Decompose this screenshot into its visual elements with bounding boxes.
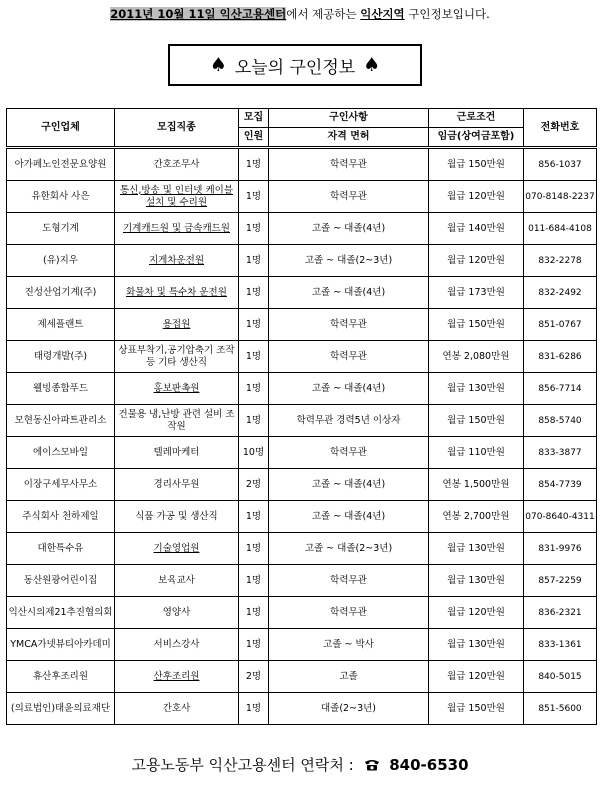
cell-phone [524, 181, 597, 213]
cell-count [239, 565, 269, 597]
cell-count-text: 2명 [245, 478, 262, 490]
cell-company [7, 309, 115, 341]
cell-qualification-text: 고졸 ~ 대졸(4년) [311, 510, 386, 522]
cell-occupation [115, 181, 239, 213]
table-row [7, 309, 597, 341]
job-table [6, 108, 597, 725]
cell-qualification-text: 고졸 ~ 대졸(4년) [311, 382, 386, 394]
cell-count [239, 437, 269, 469]
cell-qualification [269, 661, 429, 693]
cell-company-text: 유한회사 사은 [31, 190, 90, 202]
cell-wage-text: 월급 130만원 [447, 638, 505, 650]
cell-company-text: YMCA가넷뷰티아카데미 [10, 638, 111, 650]
cell-count-text: 2명 [245, 670, 262, 682]
cell-count [239, 373, 269, 405]
cell-qualification [269, 213, 429, 245]
table-row [7, 373, 597, 405]
cell-wage [429, 501, 524, 533]
cell-count-text: 1명 [245, 286, 262, 298]
cell-wage [429, 629, 524, 661]
cell-occupation [115, 148, 239, 181]
cell-count-text: 1명 [245, 574, 262, 586]
cell-company [7, 405, 115, 437]
cell-phone-text: 851-0767 [538, 319, 582, 330]
cell-occupation-text: 용접원 [162, 318, 191, 330]
cell-qualification [269, 437, 429, 469]
cell-phone-text: 070-8640-4311 [525, 511, 595, 522]
cell-qualification-text: 고졸 ~ 대졸(2~3년) [304, 254, 393, 266]
cell-count [239, 245, 269, 277]
cell-wage-text: 월급 150만원 [447, 318, 505, 330]
cell-wage-text: 월급 150만원 [447, 158, 505, 170]
cell-phone [524, 565, 597, 597]
cell-occupation-text: 홍보판촉원 [153, 382, 200, 394]
cell-occupation [115, 405, 239, 437]
header-date: 2011년 10월 11일 익산고용센터 [110, 7, 287, 21]
job-rows [7, 148, 597, 725]
cell-qualification-text: 고졸 [339, 670, 358, 682]
cell-phone-text: 840-5015 [538, 671, 582, 682]
cell-occupation-text: 서비스강사 [153, 638, 200, 650]
cell-occupation [115, 245, 239, 277]
cell-wage [429, 277, 524, 309]
cell-wage-text: 연봉 2,700만원 [442, 510, 510, 522]
cell-count-text: 1명 [245, 318, 262, 330]
spade-icon: ♠ [209, 54, 227, 76]
cell-wage-text: 월급 130만원 [447, 382, 505, 394]
footer-phone: 840-6530 [389, 756, 469, 774]
cell-company [7, 661, 115, 693]
cell-phone-text: 833-1361 [538, 639, 582, 650]
cell-count-text: 1명 [245, 158, 262, 170]
cell-occupation [115, 469, 239, 501]
cell-count-text: 1명 [245, 254, 262, 266]
cell-occupation [115, 213, 239, 245]
cell-company-text: 웰빙종합푸드 [32, 382, 89, 394]
cell-occupation-text: 간호사 [162, 702, 191, 714]
cell-qualification-text: 학력무관 경력5년 이상자 [296, 414, 401, 426]
cell-qualification-text: 학력무관 [330, 446, 367, 458]
cell-qualification [269, 373, 429, 405]
header-end: 구인정보입니다. [404, 7, 490, 21]
cell-occupation-text: 영양사 [162, 606, 191, 618]
cell-count-text: 1명 [245, 638, 262, 650]
cell-company-text: 휴산후조리원 [32, 670, 89, 682]
cell-wage [429, 213, 524, 245]
cell-company [7, 373, 115, 405]
cell-count [239, 597, 269, 629]
table-row [7, 277, 597, 309]
cell-wage [429, 373, 524, 405]
header-requirements: 구인사항 [269, 109, 429, 128]
cell-phone [524, 661, 597, 693]
cell-occupation-text: 건물용 냉,난방 관련 설비 조작원 [118, 408, 235, 432]
cell-count [239, 533, 269, 565]
cell-occupation-text: 기계캐드원 및 금속캐드원 [123, 222, 230, 234]
cell-phone-text: 011-684-4108 [528, 223, 592, 234]
cell-phone-text: 832-2492 [538, 287, 582, 298]
cell-occupation-text: 간호조무사 [153, 158, 200, 170]
cell-company [7, 148, 115, 181]
cell-occupation-text: 산후조리원 [153, 670, 200, 682]
cell-company-text: (의료법인)태윤의료재단 [10, 702, 111, 714]
cell-wage-text: 월급 173만원 [447, 286, 505, 298]
cell-qualification [269, 309, 429, 341]
cell-qualification [269, 533, 429, 565]
cell-wage-text: 월급 140만원 [447, 222, 505, 234]
cell-wage-text: 월급 130만원 [447, 574, 505, 586]
cell-count-text: 1명 [245, 606, 262, 618]
cell-occupation [115, 693, 239, 725]
cell-wage [429, 181, 524, 213]
cell-wage [429, 661, 524, 693]
cell-wage-text: 월급 110만원 [447, 446, 505, 458]
cell-qualification-text: 고졸 ~ 대졸(2~3년) [304, 542, 393, 554]
cell-occupation [115, 629, 239, 661]
cell-wage [429, 597, 524, 629]
cell-phone [524, 437, 597, 469]
header-occupation: 모집직종 [115, 109, 239, 148]
cell-occupation [115, 533, 239, 565]
cell-occupation-text: 화물차 및 특수차 운전원 [126, 286, 227, 298]
cell-qualification-text: 대졸(2~3년) [321, 702, 376, 714]
table-row [7, 469, 597, 501]
table-row [7, 661, 597, 693]
cell-wage-text: 월급 120만원 [447, 190, 505, 202]
cell-occupation [115, 661, 239, 693]
cell-count [239, 181, 269, 213]
cell-occupation-text: 지게차운전원 [148, 254, 205, 266]
spade-icon: ♠ [363, 54, 381, 76]
cell-phone-text: 857-2259 [538, 575, 582, 586]
cell-company [7, 181, 115, 213]
cell-qualification [269, 565, 429, 597]
cell-qualification [269, 341, 429, 373]
cell-count [239, 148, 269, 181]
header-line [0, 6, 600, 22]
cell-phone [524, 629, 597, 661]
cell-phone [524, 373, 597, 405]
cell-wage-text: 월급 120만원 [447, 606, 505, 618]
cell-qualification [269, 181, 429, 213]
header-wage: 임금(상여금포함) [429, 128, 524, 148]
cell-count [239, 693, 269, 725]
cell-company-text: 태령개발(주) [33, 350, 88, 362]
page-title: 오늘의 구인정보 [234, 57, 356, 78]
table-row [7, 341, 597, 373]
footer [0, 754, 600, 775]
cell-company [7, 341, 115, 373]
cell-company-text: 익산시의제21추진협의회 [8, 606, 113, 618]
cell-qualification [269, 405, 429, 437]
cell-phone-text: 851-5600 [538, 703, 582, 714]
cell-phone [524, 213, 597, 245]
cell-company [7, 597, 115, 629]
cell-wage [429, 533, 524, 565]
cell-company-text: 주식회사 천하제일 [22, 510, 99, 522]
cell-count [239, 213, 269, 245]
header-recruit-bottom: 인원 [239, 128, 269, 148]
cell-phone [524, 245, 597, 277]
footer-text: 고용노동부 익산고용센터 연락처 : [131, 756, 354, 774]
cell-count [239, 469, 269, 501]
cell-count [239, 501, 269, 533]
cell-wage [429, 437, 524, 469]
cell-phone [524, 501, 597, 533]
title-box [168, 44, 422, 86]
table-row [7, 213, 597, 245]
cell-count-text: 1명 [245, 382, 262, 394]
cell-company-text: 에이스모바일 [32, 446, 89, 458]
cell-phone [524, 341, 597, 373]
cell-wage [429, 405, 524, 437]
cell-occupation [115, 565, 239, 597]
cell-occupation-text: 기술영업원 [153, 542, 200, 554]
cell-count [239, 277, 269, 309]
cell-occupation-text: 텔레마케터 [153, 446, 200, 458]
cell-occupation [115, 309, 239, 341]
cell-wage-text: 월급 130만원 [447, 542, 505, 554]
cell-company [7, 437, 115, 469]
cell-phone [524, 597, 597, 629]
cell-occupation-text: 상표부착기,공기압축기 조작 등 기타 생산직 [118, 344, 235, 368]
cell-phone [524, 469, 597, 501]
telephone-icon [364, 759, 380, 771]
cell-count [239, 309, 269, 341]
cell-company [7, 245, 115, 277]
cell-phone [524, 533, 597, 565]
cell-phone-text: 856-7714 [538, 383, 582, 394]
cell-phone-text: 858-5740 [538, 415, 582, 426]
cell-occupation [115, 373, 239, 405]
table-row [7, 245, 597, 277]
cell-occupation [115, 341, 239, 373]
cell-count [239, 341, 269, 373]
cell-phone-text: 833-3877 [538, 447, 582, 458]
cell-qualification-text: 고졸 ~ 대졸(4년) [311, 478, 386, 490]
cell-qualification [269, 693, 429, 725]
cell-qualification-text: 학력무관 [330, 350, 367, 362]
cell-count-text: 1명 [245, 350, 262, 362]
cell-company [7, 213, 115, 245]
header-company: 구인업체 [7, 109, 115, 148]
cell-company-text: 아가페노인전문요양원 [14, 158, 107, 170]
header-mid: 에서 제공하는 [286, 7, 361, 21]
cell-phone [524, 405, 597, 437]
cell-qualification [269, 597, 429, 629]
cell-company-text: 진성산업기계(주) [24, 286, 97, 298]
cell-occupation [115, 501, 239, 533]
cell-wage [429, 309, 524, 341]
cell-qualification-text: 학력무관 [330, 318, 367, 330]
cell-company [7, 629, 115, 661]
cell-company [7, 501, 115, 533]
cell-phone-text: 856-1037 [538, 159, 582, 170]
header-phone: 전화번호 [524, 109, 597, 148]
cell-qualification-text: 고졸 ~ 박사 [323, 638, 374, 650]
cell-occupation [115, 597, 239, 629]
cell-company-text: 이장구세무사무소 [23, 478, 98, 490]
cell-qualification-text: 학력무관 [330, 574, 367, 586]
table-row [7, 565, 597, 597]
cell-phone [524, 309, 597, 341]
table-row [7, 693, 597, 725]
table-row [7, 533, 597, 565]
table-row [7, 629, 597, 661]
cell-occupation-text: 식품 가공 및 생산직 [135, 510, 218, 522]
cell-count [239, 405, 269, 437]
cell-wage [429, 469, 524, 501]
cell-qualification-text: 학력무관 [330, 606, 367, 618]
cell-wage-text: 연봉 2,080만원 [442, 350, 510, 362]
cell-phone-text: 070-8148-2237 [525, 191, 595, 202]
table-row [7, 181, 597, 213]
cell-company [7, 693, 115, 725]
cell-phone-text: 854-7739 [538, 479, 582, 490]
cell-count-text: 1명 [245, 414, 262, 426]
cell-qualification-text: 학력무관 [330, 190, 367, 202]
table-row [7, 405, 597, 437]
cell-phone-text: 832-2278 [538, 255, 582, 266]
cell-company-text: 제세플랜트 [37, 318, 84, 330]
cell-wage [429, 341, 524, 373]
cell-qualification-text: 고졸 ~ 대졸(4년) [311, 222, 386, 234]
header-region: 익산지역 [360, 7, 405, 21]
cell-phone-text: 831-6286 [538, 351, 582, 362]
cell-company-text: 모현동신아파트관리소 [14, 414, 107, 426]
cell-wage-text: 월급 150만원 [447, 414, 505, 426]
cell-qualification [269, 277, 429, 309]
cell-company-text: 대한특수유 [37, 542, 84, 554]
cell-occupation-text: 보육교사 [158, 574, 195, 586]
header-qualification: 자격 면허 [269, 128, 429, 148]
cell-qualification [269, 469, 429, 501]
cell-wage [429, 693, 524, 725]
cell-wage [429, 245, 524, 277]
table-row [7, 437, 597, 469]
cell-occupation-text: 통신,방송 및 인터넷 케이블 설치 및 수리원 [119, 184, 234, 208]
cell-company [7, 533, 115, 565]
cell-phone-text: 831-9976 [538, 543, 582, 554]
cell-company [7, 565, 115, 597]
cell-company [7, 469, 115, 501]
cell-count [239, 629, 269, 661]
header-recruit-top: 모집 [239, 109, 269, 128]
cell-phone-text: 836-2321 [538, 607, 582, 618]
cell-phone [524, 148, 597, 181]
cell-wage-text: 연봉 1,500만원 [442, 478, 510, 490]
cell-qualification-text: 고졸 ~ 대졸(4년) [311, 286, 386, 298]
cell-occupation [115, 277, 239, 309]
cell-company-text: 도형기계 [42, 222, 79, 234]
cell-wage-text: 월급 120만원 [447, 254, 505, 266]
cell-company [7, 277, 115, 309]
table-row [7, 501, 597, 533]
cell-qualification [269, 245, 429, 277]
cell-count-text: 1명 [245, 222, 262, 234]
cell-qualification-text: 학력무관 [330, 158, 367, 170]
cell-occupation [115, 437, 239, 469]
table-row [7, 148, 597, 181]
cell-company-text: (유)지우 [43, 254, 78, 266]
cell-wage [429, 565, 524, 597]
cell-count-text: 1명 [245, 190, 262, 202]
table-row [7, 597, 597, 629]
header-conditions: 근로조건 [429, 109, 524, 128]
cell-qualification [269, 501, 429, 533]
cell-company-text: 동산원광어린이집 [23, 574, 98, 586]
cell-occupation-text: 경리사무원 [153, 478, 200, 490]
cell-count-text: 1명 [245, 510, 262, 522]
cell-qualification [269, 629, 429, 661]
cell-wage-text: 월급 150만원 [447, 702, 505, 714]
cell-phone [524, 693, 597, 725]
cell-phone [524, 277, 597, 309]
cell-wage [429, 148, 524, 181]
cell-count-text: 1명 [245, 542, 262, 554]
cell-qualification [269, 148, 429, 181]
cell-count-text: 1명 [245, 702, 262, 714]
cell-count-text: 10명 [242, 446, 265, 458]
cell-wage-text: 월급 120만원 [447, 670, 505, 682]
cell-count [239, 661, 269, 693]
